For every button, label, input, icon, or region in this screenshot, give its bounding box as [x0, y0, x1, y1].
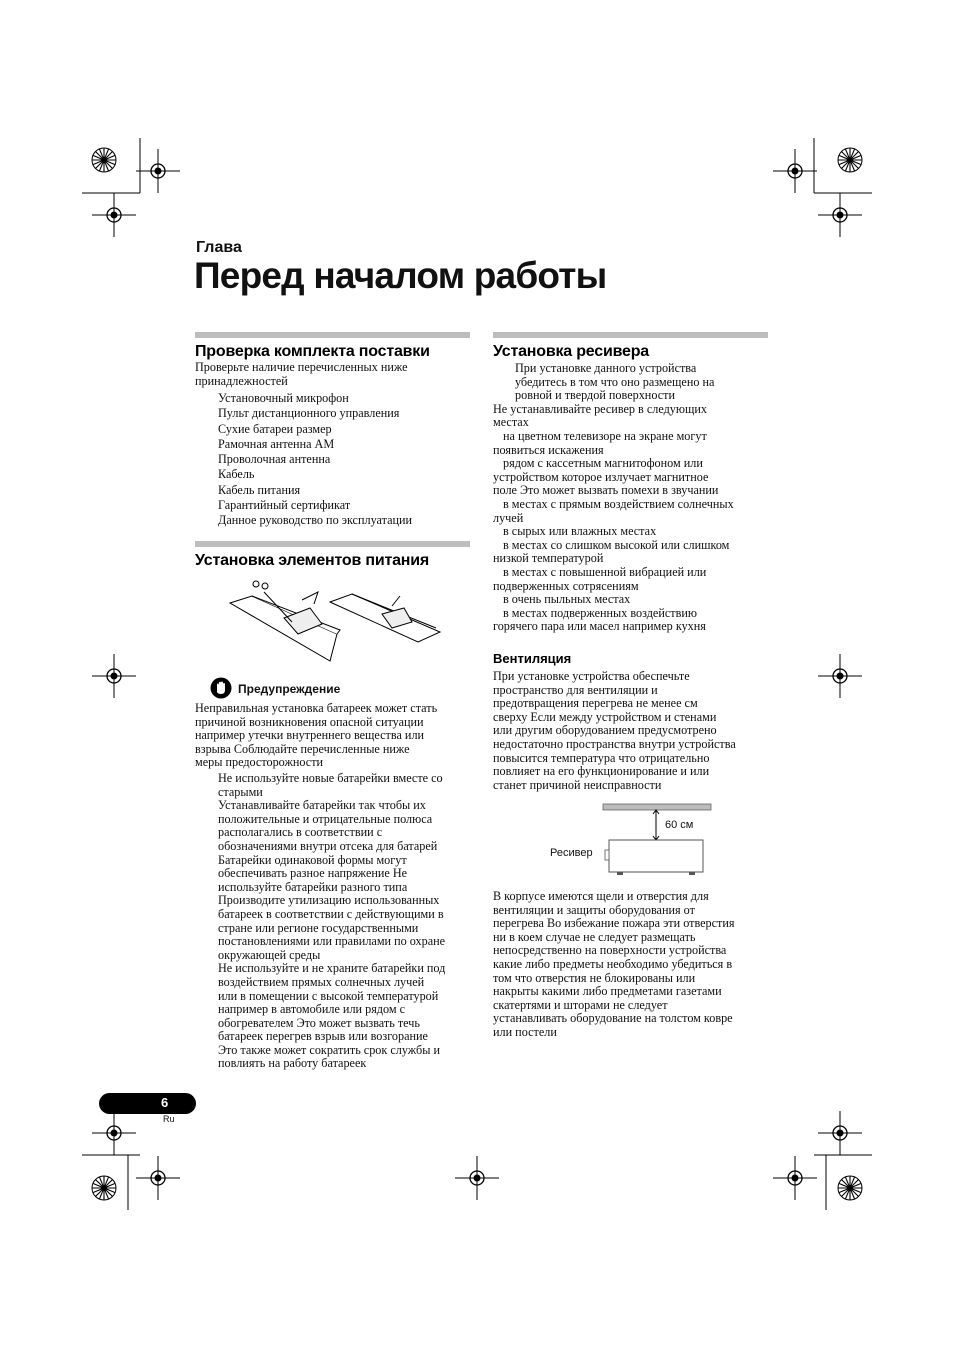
ventilation-text: При установке устройства обеспечьте пространство для вентиляции и предотвращения перегрева не менее см сверху Если между устройством и стенами или другим оборудованием предусмотрено недостаточно пространства внутри устройства повысится температура что отрицательно повлияет на его функционирование и или станет причиной неисправности [493, 669, 736, 792]
ventilation-diagram [545, 800, 715, 882]
warning-text: Неправильная установка батареек может стать причиной возникновения опасной ситуации например утечки внутреннего вещества или взрыва Соблюдайте перечисленные ниже меры предосторожности [195, 701, 438, 770]
check-heading: Проверка комплекта поставки [195, 343, 430, 360]
list-item: Проволочная антенна [218, 452, 331, 467]
list-item: в очень пыльных местах [503, 592, 631, 607]
list-item: в местах с прямым воздействием солнечных [503, 496, 734, 511]
list-item: Рамочная антенна AM [218, 436, 335, 451]
battery-install-illustration [222, 578, 442, 664]
list-item: Не используйте и не храните батарейки под [218, 961, 446, 976]
accessory-list [218, 391, 412, 529]
list-item: на цветном телевизоре на экране могут [503, 428, 707, 443]
registration-rosette-icon [92, 148, 116, 172]
list-item: в сырых или влажных местах [503, 524, 657, 539]
page-number: 6 [161, 1095, 169, 1110]
registration-target-icon [92, 1111, 136, 1155]
chapter-label: Глава [196, 239, 242, 256]
list-item: Сухие батареи размер [218, 421, 332, 436]
registration-target-icon [773, 1156, 817, 1200]
list-item: Устанавливайте батарейки так чтобы их [218, 798, 426, 813]
list-item: в местах со слишком высокой или слишком [503, 537, 730, 552]
list-item: Установочный микрофон [218, 391, 349, 405]
battery-cautions-list: Не используйте новые батарейки вместе со старыми Устанавливайте батарейки так чтобы их положительные и отрицательные полюса располагались в соответствии с обозначениями внутри отсека для батарей Батарейки одинаковой формы могут обеспечивать разное напряжение Не используйте батарейки разного типа Производите утилизацию использованных батареек в соответствии с действующими в стране или регионе государственными постановлениями или правилами по охране окружающей среды Не используйте и не храните батарейки под воздействием прямых солнечных лучей или в помещении с высокой температурой например в автомобиле или рядом с обогревателем Это может вызвать течь батареек перегрев взрыв или возгорание Это также может сократить срок службы и повлиять на работу батареек [218, 771, 446, 1071]
list-item: Не используйте новые батарейки вместе со [218, 771, 443, 785]
registration-target-icon [136, 149, 180, 193]
install-heading: Установка ресивера [493, 343, 649, 360]
list-item: Гарантийный сертификат [218, 498, 351, 513]
list-item: рядом с кассетным магнитофоном или [503, 456, 703, 471]
list-item: в местах с повышенной вибрацией или [503, 564, 707, 579]
registration-target-icon [92, 193, 136, 237]
page-number-badge [99, 1093, 196, 1114]
section-divider [195, 541, 470, 547]
section-divider [195, 332, 470, 338]
list-item: Пульт дистанционного управления [218, 406, 400, 421]
registration-target-icon [818, 193, 862, 237]
ventilation-text-2: В корпусе имеются щели и отверстия для вентиляции и защиты оборудования от перегрева Во избежание пожара эти отверстия ни в коем случае не следует размещать непосредственно на поверхности устройства какие либо предметы необходимо убедиться в том что отверстия не блокированы или накрыты какими либо предметами газетами скатертями и шторами не следует устанавливать оборудование на толстом ковре или постели [493, 889, 735, 1039]
diagram-device-label: Ресивер [550, 847, 593, 859]
ventilation-heading: Вентиляция [493, 651, 572, 666]
warning-hand-icon [210, 677, 232, 699]
section-divider [493, 332, 768, 338]
registration-target-icon [818, 1111, 862, 1155]
registration-target-icon [92, 654, 136, 698]
check-intro: Проверьте наличие перечисленных ниже принадлежностей [195, 360, 408, 388]
list-item: Кабель питания [218, 482, 301, 497]
registration-rosette-icon [838, 148, 862, 172]
list-item: Данное руководство по эксплуатации [218, 513, 413, 528]
list-item: Кабель [218, 467, 255, 482]
language-code: Ru [163, 1114, 175, 1124]
registration-target-icon [136, 1156, 180, 1200]
list-item: Батарейки одинаковой формы могут [218, 852, 407, 867]
list-item: Производите утилизацию использованных [218, 893, 440, 908]
warning-label: Предупреждение [238, 682, 341, 696]
page-title: Перед началом работы [194, 255, 607, 296]
install-text: При установке данного устройства убедитесь в том что оно размещено на ровной и твердой поверхности Не устанавливайте ресивер в следующих местах на цветном телевизоре на экране могут появиться искажения рядом с кассетным магнитофоном или устройством которое излучает магнитное поле Это может вызвать помехи в звучании в местах с прямым воздействием солнечных лучей в сырых или влажных местах в местах со слишком высокой или слишком низкой температурой в местах с повышенной вибрацией или подверженных сотрясениям в очень пыльных местах в местах подверженных воздействию горячего пара или масел например кухня [493, 361, 734, 634]
registration-rosette-icon [92, 1176, 116, 1200]
registration-rosette-icon [838, 1176, 862, 1200]
diagram-distance-label: 60 см [665, 819, 694, 831]
registration-target-icon [773, 149, 817, 193]
list-item: в местах подверженных воздействию [503, 605, 697, 620]
registration-target-icon [818, 654, 862, 698]
battery-heading: Установка элементов питания [195, 552, 430, 569]
registration-target-icon [455, 1156, 499, 1200]
